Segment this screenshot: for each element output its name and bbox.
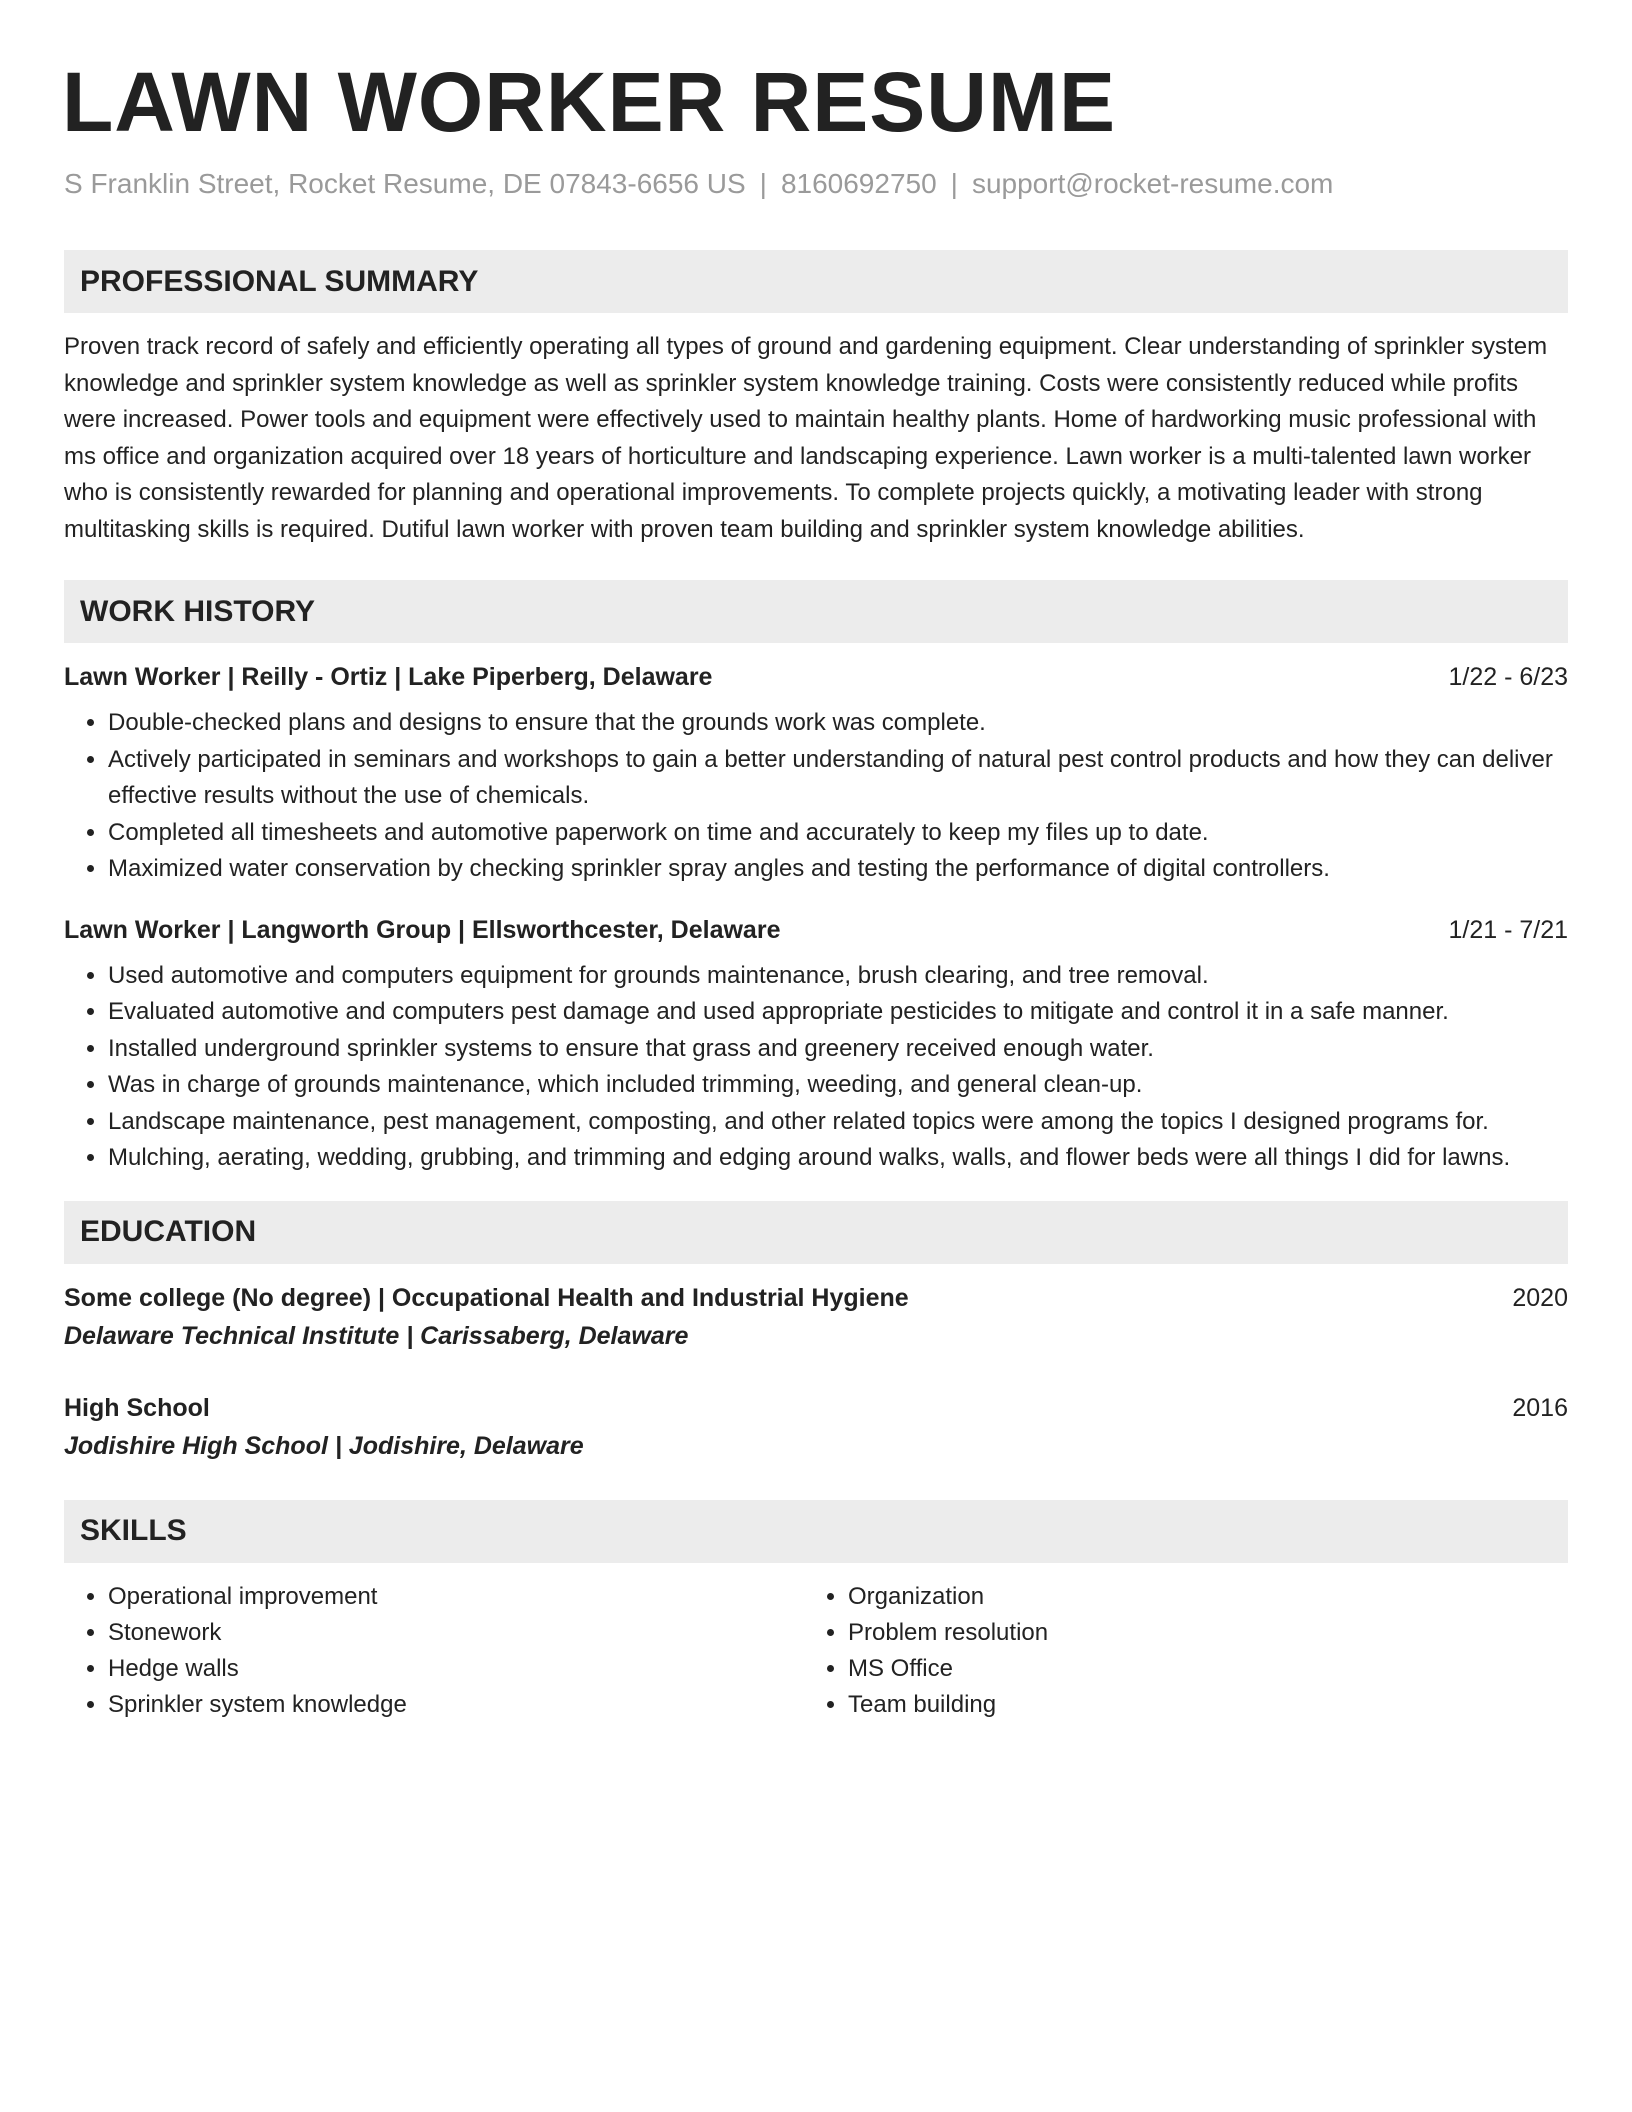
skill-item: • Operational improvement — [108, 1579, 804, 1615]
job-title: Lawn Worker | Reilly - Ortiz | Lake Piperberg, Delaware — [64, 663, 713, 691]
education-year: 2020 — [1512, 1283, 1568, 1312]
education-header — [64, 1390, 1568, 1426]
list-item: • Used automotive and computers equipment for grounds maintenance, brush clearing, and tree removal. — [108, 958, 1568, 995]
job-bullets — [64, 705, 1568, 888]
education-header — [64, 1280, 1568, 1316]
resume-title: LAWN WORKER RESUME — [62, 55, 1116, 149]
education-entry — [64, 1390, 1568, 1464]
skills-column-right — [804, 1579, 1544, 1723]
skill-item: • Hedge walls — [108, 1651, 804, 1687]
skill-item: • Organization — [848, 1579, 1544, 1615]
contact-line — [64, 168, 1568, 200]
contact-address: S Franklin Street, Rocket Resume, DE 07843-6656 US — [64, 168, 746, 199]
skill-item: • MS Office — [848, 1651, 1544, 1687]
list-item: • Double-checked plans and designs to ensure that the grounds work was complete. — [108, 705, 1568, 742]
education-school: Delaware Technical Institute | Carissaberg, Delaware — [64, 1321, 689, 1350]
list-item: • Actively participated in seminars and workshops to gain a better understanding of natural pest control products and how they can deliver effective results without the use of chemicals. — [108, 742, 1568, 815]
list-item: • Maximized water conservation by checking sprinkler spray angles and testing the performance of digital controllers. — [108, 851, 1568, 888]
list-item: • Completed all timesheets and automotive paperwork on time and accurately to keep my files up to date. — [108, 815, 1568, 852]
list-item: • Installed underground sprinkler systems to ensure that grass and greenery received enough water. — [108, 1031, 1568, 1068]
job-entry — [64, 659, 1568, 888]
skills-list — [64, 1579, 1568, 1723]
section-header-education: EDUCATION — [64, 1201, 1568, 1264]
contact-email: support@rocket-resume.com — [971, 168, 1334, 199]
job-dates: 1/21 - 7/21 — [1448, 915, 1568, 944]
education-school: Jodishire High School | Jodishire, Delaware — [64, 1431, 584, 1460]
skill-item: • Stonework — [108, 1615, 804, 1651]
education-title: High School — [64, 1393, 210, 1422]
list-item: • Evaluated automotive and computers pest damage and used appropriate pesticides to mitigate and control it in a safe manner. — [108, 994, 1568, 1031]
contact-separator: | — [759, 168, 767, 199]
skill-item: • Sprinkler system knowledge — [108, 1687, 804, 1723]
skill-item: • Problem resolution — [848, 1615, 1544, 1651]
section-header-skills: SKILLS — [64, 1500, 1568, 1563]
section-header-work-history: WORK HISTORY — [64, 580, 1568, 643]
skill-item: • Team building — [848, 1687, 1544, 1723]
summary-text: Proven track record of safely and efficiently operating all types of ground and gardening equipment. Clear understanding of sprinkler system knowledge and sprinkler system knowledge as well as sprinkler system knowledge training. Costs were consistently reduced while profits were increased. Power tools and equipment were effectively used to maintain healthy plants. Home of hardworking music professional with ms office and organization acquired over 18 years of horticulture and landscaping experience. Lawn worker is a multi-talented lawn worker who is consistently rewarded for planning and operational improvements. To complete projects quickly, a motivating leader with strong multitasking skills is required. Dutiful lawn worker with proven team building and sprinkler system knowledge abilities. — [64, 333, 1548, 543]
job-dates: 1/22 - 6/23 — [1448, 663, 1568, 691]
skills-column-left — [64, 1579, 804, 1723]
job-entry — [64, 912, 1568, 1177]
education-year: 2016 — [1512, 1393, 1568, 1422]
contact-separator: | — [950, 168, 958, 199]
list-item: • Landscape maintenance, pest management, composting, and other related topics were among the topics I designed programs for. — [108, 1104, 1568, 1141]
education-entry — [64, 1280, 1568, 1354]
list-item: • Mulching, aerating, wedding, grubbing, and trimming and edging around walks, walls, and flower beds were all things I did for lawns. — [108, 1140, 1568, 1177]
contact-phone: 8160692750 — [780, 168, 937, 199]
job-title: Lawn Worker | Langworth Group | Ellsworthcester, Delaware — [64, 915, 781, 944]
list-item: • Was in charge of grounds maintenance, which included trimming, weeding, and general clean-up. — [108, 1067, 1568, 1104]
job-header — [64, 912, 1568, 948]
job-bullets — [64, 958, 1568, 1177]
job-header — [64, 659, 1568, 695]
section-header-summary: PROFESSIONAL SUMMARY — [64, 250, 1568, 313]
education-title: Some college (No degree) | Occupational Health and Industrial Hygiene — [64, 1283, 909, 1312]
